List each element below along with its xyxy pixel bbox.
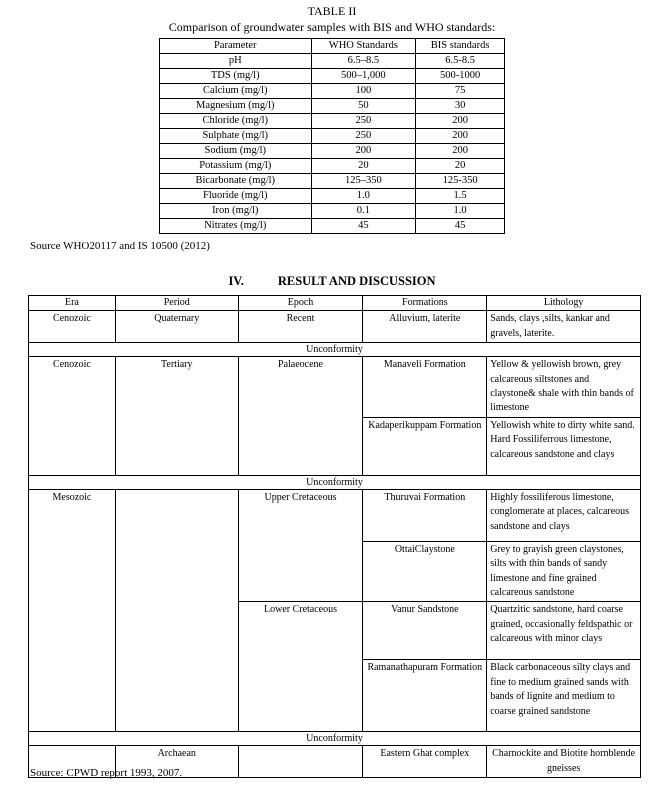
bis-cell: 125-350: [416, 174, 505, 189]
lithology-cell: Quartzitic sandstone, hard coarse grained, occasionally feldspathic or calcareous with minor clays: [487, 602, 641, 660]
epoch-cell: Upper Cretaceous: [238, 489, 363, 602]
table-row: [160, 114, 505, 129]
parameter-cell: pH: [160, 54, 312, 69]
section-number: IV.: [228, 274, 244, 288]
table-row: [160, 204, 505, 219]
bis-cell: 1.0: [416, 204, 505, 219]
formation-cell: Manaveli Formation: [363, 357, 487, 418]
header-period: Period: [115, 296, 238, 311]
who-cell: 250: [311, 114, 416, 129]
bis-cell: 500-1000: [416, 69, 505, 84]
period-cell: [115, 489, 238, 732]
table-row: [160, 84, 505, 99]
parameter-cell: Sulphate (mg/l): [160, 129, 312, 144]
who-cell: 50: [311, 99, 416, 114]
parameter-cell: Magnesium (mg/l): [160, 99, 312, 114]
unconformity-row: [29, 732, 641, 746]
unconformity-label: Unconformity: [29, 343, 641, 357]
period-cell: Quaternary: [115, 311, 238, 343]
bis-cell: 75: [416, 84, 505, 99]
table-header-row: [160, 39, 505, 54]
table-row: [29, 357, 641, 418]
parameter-cell: TDS (mg/l): [160, 69, 312, 84]
table-row: [160, 144, 505, 159]
stratigraphy-table: [28, 295, 641, 778]
table-row: [160, 189, 505, 204]
table-header-row: [29, 296, 641, 311]
section-title: RESULT AND DISCUSSION: [277, 274, 436, 288]
lithology-cell: Charnockite and Biotite hornblende gneisses: [487, 746, 641, 778]
lithology-cell: Highly fossiliferous limestone, conglomerate at places, calcareous sandstone and clays: [487, 489, 641, 541]
who-cell: 0.1: [311, 204, 416, 219]
who-cell: 6.5–8.5: [311, 54, 416, 69]
table-ii-source: Source WHO20117 and IS 10500 (2012): [30, 240, 210, 252]
formation-cell: Vanur Sandstone: [363, 602, 487, 660]
unconformity-label: Unconformity: [29, 475, 641, 489]
unconformity-label: Unconformity: [29, 732, 641, 746]
who-cell: 20: [311, 159, 416, 174]
header-epoch: Epoch: [238, 296, 363, 311]
who-cell: 200: [311, 144, 416, 159]
bis-cell: 200: [416, 114, 505, 129]
formation-cell: Ramanathapuram Formation: [363, 660, 487, 732]
parameter-cell: Parameter: [160, 39, 312, 54]
who-cell: 1.0: [311, 189, 416, 204]
bis-cell: 1.5: [416, 189, 505, 204]
formation-cell: Eastern Ghat complex: [363, 746, 487, 778]
table-row: [29, 489, 641, 541]
table-row: [29, 311, 641, 343]
bis-cell: 200: [416, 144, 505, 159]
era-cell: Cenozoic: [29, 311, 116, 343]
period-cell: Archaean: [115, 746, 238, 778]
parameter-cell: Chloride (mg/l): [160, 114, 312, 129]
table-row: [160, 174, 505, 189]
formation-cell: Thuruvai Formation: [363, 489, 487, 541]
epoch-cell: Recent: [238, 311, 363, 343]
header-formations: Formations: [363, 296, 487, 311]
parameter-cell: Sodium (mg/l): [160, 144, 312, 159]
table-ii-label: TABLE II: [307, 4, 357, 18]
lithology-cell: Grey to grayish green claystones, silts with thin bands of sandy limestone and fine grained calcareous sandstone: [487, 541, 641, 602]
table-row: [160, 159, 505, 174]
epoch-cell: [238, 746, 363, 778]
formation-cell: OttaiClaystone: [363, 541, 487, 602]
section-heading: [0, 274, 664, 289]
standards-table: [159, 38, 505, 234]
header-lithology: Lithology: [487, 296, 641, 311]
who-cell: 500–1,000: [311, 69, 416, 84]
parameter-cell: Iron (mg/l): [160, 204, 312, 219]
table-row: [160, 129, 505, 144]
unconformity-row: [29, 475, 641, 489]
parameter-cell: Calcium (mg/l): [160, 84, 312, 99]
bis-cell: 30: [416, 99, 505, 114]
lithology-cell: Yellowish white to dirty white sand. Hard Fossiliferrous limestone, calcareous sandstone and clays: [487, 417, 641, 475]
lithology-cell: Sands, clays ,silts, kankar and gravels, laterite.: [487, 311, 641, 343]
era-cell: Cenozoic: [29, 357, 116, 476]
table-row: [160, 99, 505, 114]
parameter-cell: Fluoride (mg/l): [160, 189, 312, 204]
bis-cell: 45: [416, 219, 505, 234]
table-row: [160, 54, 505, 69]
table-ii-caption: Comparison of groundwater samples with BIS and WHO standards:: [168, 20, 496, 34]
lithology-cell: Yellow & yellowish brown, grey calcareous siltstones and claystone& shale with thin bands of limestone: [487, 357, 641, 418]
parameter-cell: Nitrates (mg/l): [160, 219, 312, 234]
unconformity-row: [29, 343, 641, 357]
who-cell: 45: [311, 219, 416, 234]
who-cell: 125–350: [311, 174, 416, 189]
era-cell: Mesozoic: [29, 489, 116, 732]
epoch-cell: Palaeocene: [238, 357, 363, 476]
parameter-cell: Potassium (mg/l): [160, 159, 312, 174]
parameter-cell: Bicarbonate (mg/l): [160, 174, 312, 189]
formation-cell: Kadaperikuppam Formation: [363, 417, 487, 475]
bis-cell: 200: [416, 129, 505, 144]
bis-cell: 20: [416, 159, 505, 174]
who-cell: 250: [311, 129, 416, 144]
header-era: Era: [29, 296, 116, 311]
who-cell: WHO Standards: [311, 39, 416, 54]
table-source: Source: CPWD report 1993, 2007.: [30, 767, 183, 779]
bis-cell: BIS standards: [416, 39, 505, 54]
lithology-cell: Black carbonaceous silty clays and fine to medium grained sands with bands of lignite and medium to coarse grained sandstone: [487, 660, 641, 732]
who-cell: 100: [311, 84, 416, 99]
formation-cell: Alluvium, laterite: [363, 311, 487, 343]
bis-cell: 6.5-8.5: [416, 54, 505, 69]
period-cell: Tertiary: [115, 357, 238, 476]
epoch-cell: Lower Cretaceous: [238, 602, 363, 732]
table-row: [160, 219, 505, 234]
table-row: [160, 69, 505, 84]
